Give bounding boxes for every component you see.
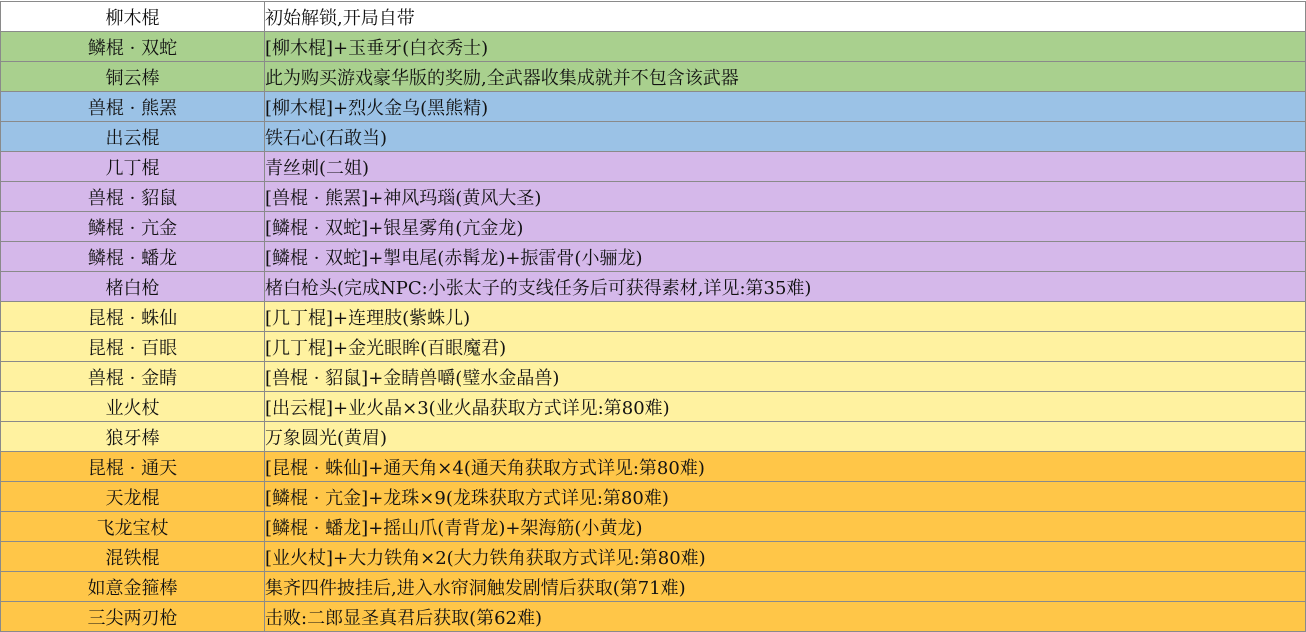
table-row <box>1 62 1306 92</box>
weapon-name-cell: 兽棍 · 貂鼠 <box>1 182 265 212</box>
table-row <box>1 92 1306 122</box>
weapon-name-cell: 三尖两刃枪 <box>1 602 265 632</box>
table-row <box>1 362 1306 392</box>
weapon-name-cell: 昆棍 · 蛛仙 <box>1 302 265 332</box>
unlock-method-cell: 青丝刺(二姐) <box>265 152 1306 182</box>
table-row <box>1 242 1306 272</box>
unlock-method-cell: [出云棍]+业火晶×3(业火晶获取方式详见:第80难) <box>265 392 1306 422</box>
unlock-method-cell: 此为购买游戏豪华版的奖励,全武器收集成就并不包含该武器 <box>265 62 1306 92</box>
table-row <box>1 512 1306 542</box>
unlock-method-cell: 初始解锁,开局自带 <box>265 2 1306 32</box>
weapon-name-cell: 混铁棍 <box>1 542 265 572</box>
unlock-method-cell: [几丁棍]+连理肢(紫蛛儿) <box>265 302 1306 332</box>
table-row <box>1 422 1306 452</box>
weapon-name-cell: 出云棍 <box>1 122 265 152</box>
table-row <box>1 482 1306 512</box>
unlock-method-cell: [柳木棍]+玉垂牙(白衣秀士) <box>265 32 1306 62</box>
unlock-method-cell: 楮白枪头(完成NPC:小张太子的支线任务后可获得素材,详见:第35难) <box>265 272 1306 302</box>
weapon-name-cell: 飞龙宝杖 <box>1 512 265 542</box>
unlock-method-cell: 万象圆光(黄眉) <box>265 422 1306 452</box>
unlock-method-cell: 集齐四件披挂后,进入水帘洞触发剧情后获取(第71难) <box>265 572 1306 602</box>
table-row <box>1 392 1306 422</box>
weapon-name-cell: 鳞棍 · 双蛇 <box>1 32 265 62</box>
unlock-method-cell: [鳞棍 · 亢金]+龙珠×9(龙珠获取方式详见:第80难) <box>265 482 1306 512</box>
unlock-method-cell: [兽棍 · 貂鼠]+金睛兽嚼(璧水金晶兽) <box>265 362 1306 392</box>
table-row <box>1 602 1306 632</box>
unlock-method-cell: [鳞棍 · 蟠龙]+摇山爪(青背龙)+架海筋(小黄龙) <box>265 512 1306 542</box>
table-row <box>1 542 1306 572</box>
weapon-name-cell: 昆棍 · 通天 <box>1 452 265 482</box>
table-row <box>1 182 1306 212</box>
unlock-method-cell: [柳木棍]+烈火金乌(黑熊精) <box>265 92 1306 122</box>
weapon-table-body <box>1 2 1306 632</box>
unlock-method-cell: [昆棍 · 蛛仙]+通天角×4(通天角获取方式详见:第80难) <box>265 452 1306 482</box>
weapon-name-cell: 铜云棒 <box>1 62 265 92</box>
weapon-name-cell: 楮白枪 <box>1 272 265 302</box>
table-row <box>1 2 1306 32</box>
weapon-name-cell: 鳞棍 · 亢金 <box>1 212 265 242</box>
table-row <box>1 152 1306 182</box>
weapon-name-cell: 昆棍 · 百眼 <box>1 332 265 362</box>
table-row <box>1 272 1306 302</box>
weapon-name-cell: 天龙棍 <box>1 482 265 512</box>
weapon-name-cell: 几丁棍 <box>1 152 265 182</box>
table-row <box>1 32 1306 62</box>
table-row <box>1 452 1306 482</box>
weapon-name-cell: 业火杖 <box>1 392 265 422</box>
unlock-method-cell: 铁石心(石敢当) <box>265 122 1306 152</box>
unlock-method-cell: [鳞棍 · 双蛇]+掣电尾(赤髯龙)+振雷骨(小骊龙) <box>265 242 1306 272</box>
table-row <box>1 122 1306 152</box>
weapon-name-cell: 鳞棍 · 蟠龙 <box>1 242 265 272</box>
table-row <box>1 212 1306 242</box>
weapon-name-cell: 柳木棍 <box>1 2 265 32</box>
weapon-name-cell: 如意金箍棒 <box>1 572 265 602</box>
table-row <box>1 572 1306 602</box>
table-row <box>1 332 1306 362</box>
weapon-name-cell: 兽棍 · 金睛 <box>1 362 265 392</box>
unlock-method-cell: [几丁棍]+金光眼眸(百眼魔君) <box>265 332 1306 362</box>
unlock-method-cell: [兽棍 · 熊罴]+神风玛瑙(黄风大圣) <box>265 182 1306 212</box>
table-row <box>1 302 1306 332</box>
weapon-name-cell: 狼牙棒 <box>1 422 265 452</box>
weapon-name-cell: 兽棍 · 熊罴 <box>1 92 265 122</box>
unlock-method-cell: [鳞棍 · 双蛇]+银星雾角(亢金龙) <box>265 212 1306 242</box>
unlock-method-cell: 击败:二郎显圣真君后获取(第62难) <box>265 602 1306 632</box>
unlock-method-cell: [业火杖]+大力铁角×2(大力铁角获取方式详见:第80难) <box>265 542 1306 572</box>
weapon-unlock-table <box>0 1 1306 632</box>
